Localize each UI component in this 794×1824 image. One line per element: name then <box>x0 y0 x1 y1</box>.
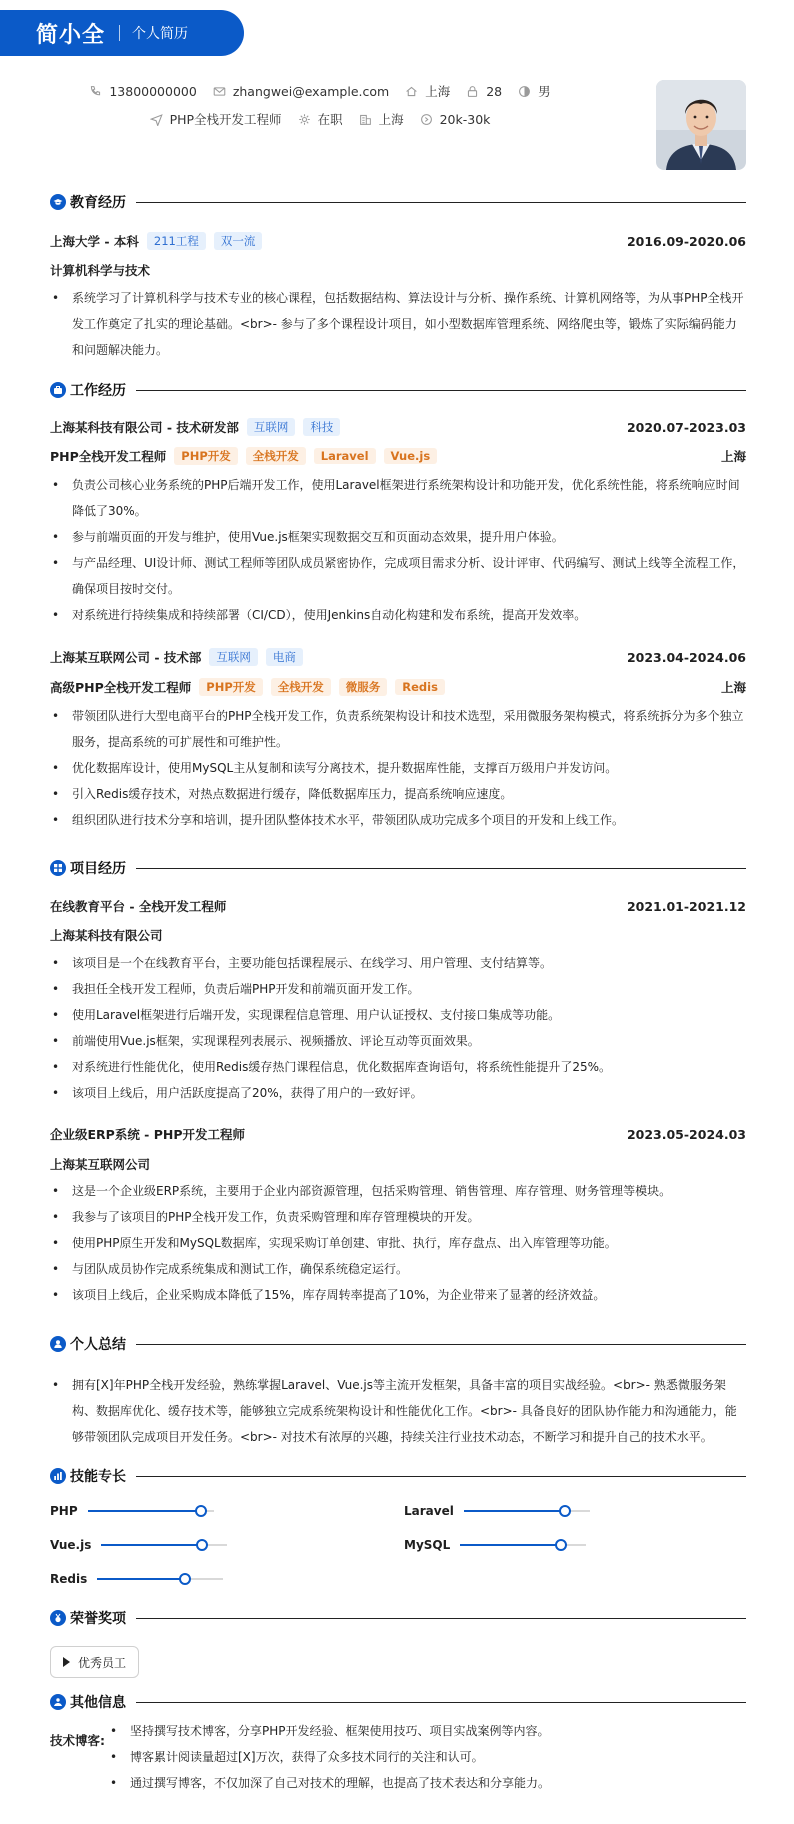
work-head <box>50 648 746 666</box>
skill-level-fill <box>460 1544 561 1546</box>
gender-icon <box>518 85 531 98</box>
skill-level-fill <box>464 1510 565 1512</box>
work-date: 2020.07-2023.03 <box>626 419 746 435</box>
school-tag: 双一流 <box>214 232 263 250</box>
skill-level-fill <box>101 1544 202 1546</box>
skill-name: PHP <box>50 1504 78 1518</box>
skill-level-bar <box>97 1578 223 1580</box>
list-item: • 我担任全栈开发工程师，负责后端PHP开发和前端页面开发工作。 <box>52 982 420 996</box>
project-bullets <box>50 1178 746 1308</box>
skill-level-knob <box>559 1505 571 1517</box>
list-item: • 负责公司核心业务系统的PHP后端开发工作，使用Laravel框架进行系统架构设计和功能开发，优化系统性能，将系统响应时间降低了30%。 <box>52 478 740 518</box>
award-label: 优秀员工 <box>78 1655 127 1670</box>
list-item: • 系统学习了计算机科学与技术专业的核心课程，包括数据结构、算法设计与分析、操作系统、计算机网络等，为从事PHP全栈开发工作奠定了扎实的理论基础。<br>- 参与了多个课程设计项目，如小型数据库管理系统、网络爬虫等，锻炼了实际编码能力和问题解决能力。 <box>52 291 744 357</box>
list-item: • 对系统进行持续集成和持续部署（CI/CD），使用Jenkins自动化构建和发布系统，提高开发效率。 <box>52 608 587 622</box>
profile-photo <box>656 80 746 170</box>
education-bullets <box>50 285 746 363</box>
section-other <box>50 1692 746 1712</box>
section-divider <box>136 1476 746 1477</box>
skill-name: Vue.js <box>50 1538 92 1552</box>
list-item: • 坚持撰写技术博客，分享PHP开发经验、框架使用技巧、项目实战案例等内容。 <box>110 1724 550 1738</box>
section-title: 其他信息 <box>70 1695 126 1711</box>
skill-tag: Vue.js <box>384 448 438 464</box>
other-bullets <box>108 1718 746 1796</box>
section-work <box>50 380 746 400</box>
list-item: • 带领团队进行大型电商平台的PHP全栈开发工作，负责系统架构设计和技术选型，采用微服务架构模式，将系统拆分为多个独立服务，提高系统的可扩展性和可维护性。 <box>52 709 744 749</box>
list-item: • 博客累计阅读量超过[X]万次，获得了众多技术同行的关注和认可。 <box>110 1750 484 1764</box>
list-item: • 与产品经理、UI设计师、测试工程师等团队成员紧密协作，完成项目需求分析、设计评审、代码编写、测试上线等全流程工作，确保项目按时交付。 <box>52 556 745 596</box>
candidate-name: 简小全 <box>36 22 106 48</box>
list-item: • 拥有[X]年PHP全栈开发经验，熟练掌握Laravel、Vue.js等主流开发框架，具备丰富的项目实战经验。<br>- 熟悉微服务架构、数据库优化、缓存技术等，能够独立完成系统架构设计和性能优化工作。<br>- 具备良好的团队协作能力和沟通能力，能够带领团队完成项目开发任务。<br>- 对技术有浓厚的兴趣，持续关注行业技术动态，不断学习和提升自己的技术水平。 <box>52 1378 737 1444</box>
work-role-row <box>50 447 746 465</box>
contact-position <box>150 110 282 128</box>
banner-divider <box>119 25 120 41</box>
blog-label: 技术博客: <box>50 1733 105 1748</box>
list-item: • 引入Redis缓存技术，对热点数据进行缓存，降低数据库压力，提高系统响应速度。 <box>52 787 513 801</box>
skill-level-bar <box>460 1544 586 1546</box>
section-title: 荣誉奖项 <box>70 1611 126 1627</box>
section-awards <box>50 1608 746 1628</box>
company-name: 上海某互联网公司 - 技术部 <box>50 650 202 665</box>
location-text: 上海 <box>425 84 451 99</box>
education-head <box>50 232 746 250</box>
graduation-cap-icon <box>50 194 66 210</box>
project-head <box>50 1125 746 1143</box>
work-city: 上海 <box>720 680 746 695</box>
coin-icon <box>420 113 433 126</box>
skill-tag: 微服务 <box>339 678 388 696</box>
project-title: 在线教育平台 - 全栈开发工程师 <box>50 899 227 914</box>
skill-level-knob <box>196 1539 208 1551</box>
section-divider <box>136 1702 746 1703</box>
gender-text: 男 <box>538 84 551 99</box>
skill-redis <box>50 1572 223 1586</box>
skill-name: MySQL <box>404 1538 451 1552</box>
company-tag: 互联网 <box>209 648 258 666</box>
status-text: 在职 <box>317 112 343 127</box>
list-item: • 优化数据库设计，使用MySQL主从复制和读写分离技术，提升数据库性能，支撑百万级用户并发访问。 <box>52 761 618 775</box>
header-banner <box>0 10 244 56</box>
list-item: • 组织团队进行技术分享和培训，提升团队整体技术水平，带领团队成功完成多个项目的开发和上线工作。 <box>52 813 625 827</box>
list-item: • 对系统进行性能优化，使用Redis缓存热门课程信息，优化数据库查询语句，将系统性能提升了25%。 <box>52 1060 612 1074</box>
contact-row-2 <box>0 110 640 128</box>
skill-name: Redis <box>50 1572 88 1586</box>
section-divider <box>136 1344 746 1345</box>
resume-subtitle: 个人简历 <box>132 26 189 42</box>
project-company: 上海某科技有限公司 <box>50 928 163 943</box>
lock-icon <box>466 85 479 98</box>
building-icon <box>359 113 372 126</box>
job-role: 高级PHP全栈开发工程师 <box>50 680 192 695</box>
skill-level-bar <box>101 1544 227 1546</box>
education-major: 计算机科学与技术 <box>50 263 151 278</box>
contact-phone <box>89 84 196 99</box>
section-title: 技能专长 <box>70 1469 126 1485</box>
skill-laravel <box>404 1504 590 1518</box>
list-item: • 使用Laravel框架进行后端开发，实现课程信息管理、用户认证授权、支付接口集成等功能。 <box>52 1008 561 1022</box>
phone-text: 13800000000 <box>109 83 197 99</box>
skill-php <box>50 1504 214 1518</box>
education-date: 2016.09-2020.06 <box>626 233 746 249</box>
project-head <box>50 897 746 915</box>
skill-mysql <box>404 1538 586 1552</box>
skill-level-knob <box>179 1573 191 1585</box>
work-head <box>50 418 746 436</box>
list-item: • 与团队成员协作完成系统集成和测试工作，确保系统稳定运行。 <box>52 1262 409 1276</box>
job-role: PHP全栈开发工程师 <box>50 449 167 464</box>
skill-tag: Redis <box>395 679 445 695</box>
contact-location <box>405 82 450 100</box>
list-item: • 我参与了该项目的PHP全栈开发工作，负责采购管理和库存管理模块的开发。 <box>52 1210 480 1224</box>
mail-icon <box>213 85 226 98</box>
skill-level-knob <box>555 1539 567 1551</box>
section-title: 工作经历 <box>70 383 126 399</box>
briefcase-icon <box>50 382 66 398</box>
project-bullets <box>50 950 746 1106</box>
project-date: 2023.05-2024.03 <box>626 1126 746 1142</box>
contact-salary <box>420 112 491 127</box>
play-icon <box>63 1657 70 1667</box>
skill-tag: PHP开发 <box>199 678 262 696</box>
skill-tag: 全栈开发 <box>271 678 331 696</box>
grid-icon <box>50 860 66 876</box>
work-date: 2023.04-2024.06 <box>626 649 746 665</box>
section-projects <box>50 858 746 878</box>
skill-level-knob <box>195 1505 207 1517</box>
skill-level-fill <box>88 1510 201 1512</box>
project-company: 上海某互联网公司 <box>50 1157 151 1172</box>
skill-tag: Laravel <box>314 448 376 464</box>
section-divider <box>136 1618 746 1619</box>
company-tag: 互联网 <box>247 418 296 436</box>
list-item: • 这是一个企业级ERP系统，主要用于企业内部资源管理，包括采购管理、销售管理、库存管理、财务管理等模块。 <box>52 1184 672 1198</box>
phone-icon <box>89 85 102 98</box>
list-item: • 参与前端页面的开发与维护，使用Vue.js框架实现数据交互和页面动态效果，提升用户体验。 <box>52 530 564 544</box>
list-item: • 使用PHP原生开发和MySQL数据库，实现采购订单创建、审批、执行，库存盘点、出入库管理等功能。 <box>52 1236 617 1250</box>
section-summary <box>50 1334 746 1354</box>
settings-icon <box>298 113 311 126</box>
work-city: 上海 <box>720 449 746 464</box>
contact-row-1 <box>0 82 640 100</box>
work-bullets <box>50 703 746 833</box>
work-bullets <box>50 472 746 628</box>
list-item: • 前端使用Vue.js框架，实现课程列表展示、视频播放、评论互动等页面效果。 <box>52 1034 480 1048</box>
company-tag: 科技 <box>303 418 340 436</box>
section-divider <box>136 390 746 391</box>
medal-icon <box>50 1610 66 1626</box>
skill-level-fill <box>97 1578 185 1580</box>
skill-tag: 全栈开发 <box>246 447 306 465</box>
bar-chart-icon <box>50 1468 66 1484</box>
section-divider <box>136 868 746 869</box>
skill-name: Laravel <box>404 1504 454 1518</box>
contact-status <box>298 110 343 128</box>
contact-gender <box>518 82 551 100</box>
project-date: 2021.01-2021.12 <box>626 898 746 914</box>
skill-vuejs <box>50 1538 227 1552</box>
section-title: 教育经历 <box>70 195 126 211</box>
project-title: 企业级ERP系统 - PHP开发工程师 <box>50 1127 246 1142</box>
city-text: 上海 <box>378 112 404 127</box>
user-icon <box>50 1336 66 1352</box>
people-icon <box>50 1694 66 1710</box>
company-tag: 电商 <box>266 648 303 666</box>
contact-city <box>359 110 404 128</box>
send-icon <box>150 113 163 126</box>
age-text: 28 <box>486 83 503 99</box>
skill-level-bar <box>88 1510 214 1512</box>
company-name: 上海某科技有限公司 - 技术研发部 <box>50 420 239 435</box>
skill-tag: PHP开发 <box>174 447 237 465</box>
work-role-row <box>50 678 746 696</box>
salary-text: 20k-30k <box>439 111 491 127</box>
section-education <box>50 192 746 212</box>
list-item: • 该项目是一个在线教育平台，主要功能包括课程展示、在线学习、用户管理、支付结算等。 <box>52 956 553 970</box>
position-text: PHP全栈开发工程师 <box>169 112 282 127</box>
section-title: 个人总结 <box>70 1337 126 1353</box>
email-text: zhangwei@example.com <box>232 83 390 99</box>
home-icon <box>405 85 418 98</box>
award-item <box>50 1646 139 1678</box>
list-item: • 该项目上线后，用户活跃度提高了20%，获得了用户的一致好评。 <box>52 1086 423 1100</box>
skill-level-bar <box>464 1510 590 1512</box>
list-item: • 通过撰写博客，不仅加深了自己对技术的理解，也提高了技术表达和分享能力。 <box>110 1776 551 1790</box>
section-skills <box>50 1466 746 1486</box>
section-title: 项目经历 <box>70 861 126 877</box>
school-tag: 211工程 <box>147 232 206 250</box>
list-item: • 该项目上线后，企业采购成本降低了15%，库存周转率提高了10%，为企业带来了显著的经济效益。 <box>52 1288 606 1302</box>
school-name: 上海大学 - 本科 <box>50 234 139 249</box>
section-divider <box>136 202 746 203</box>
contact-email <box>213 84 389 99</box>
summary-bullets <box>50 1372 746 1450</box>
contact-age <box>466 84 502 99</box>
